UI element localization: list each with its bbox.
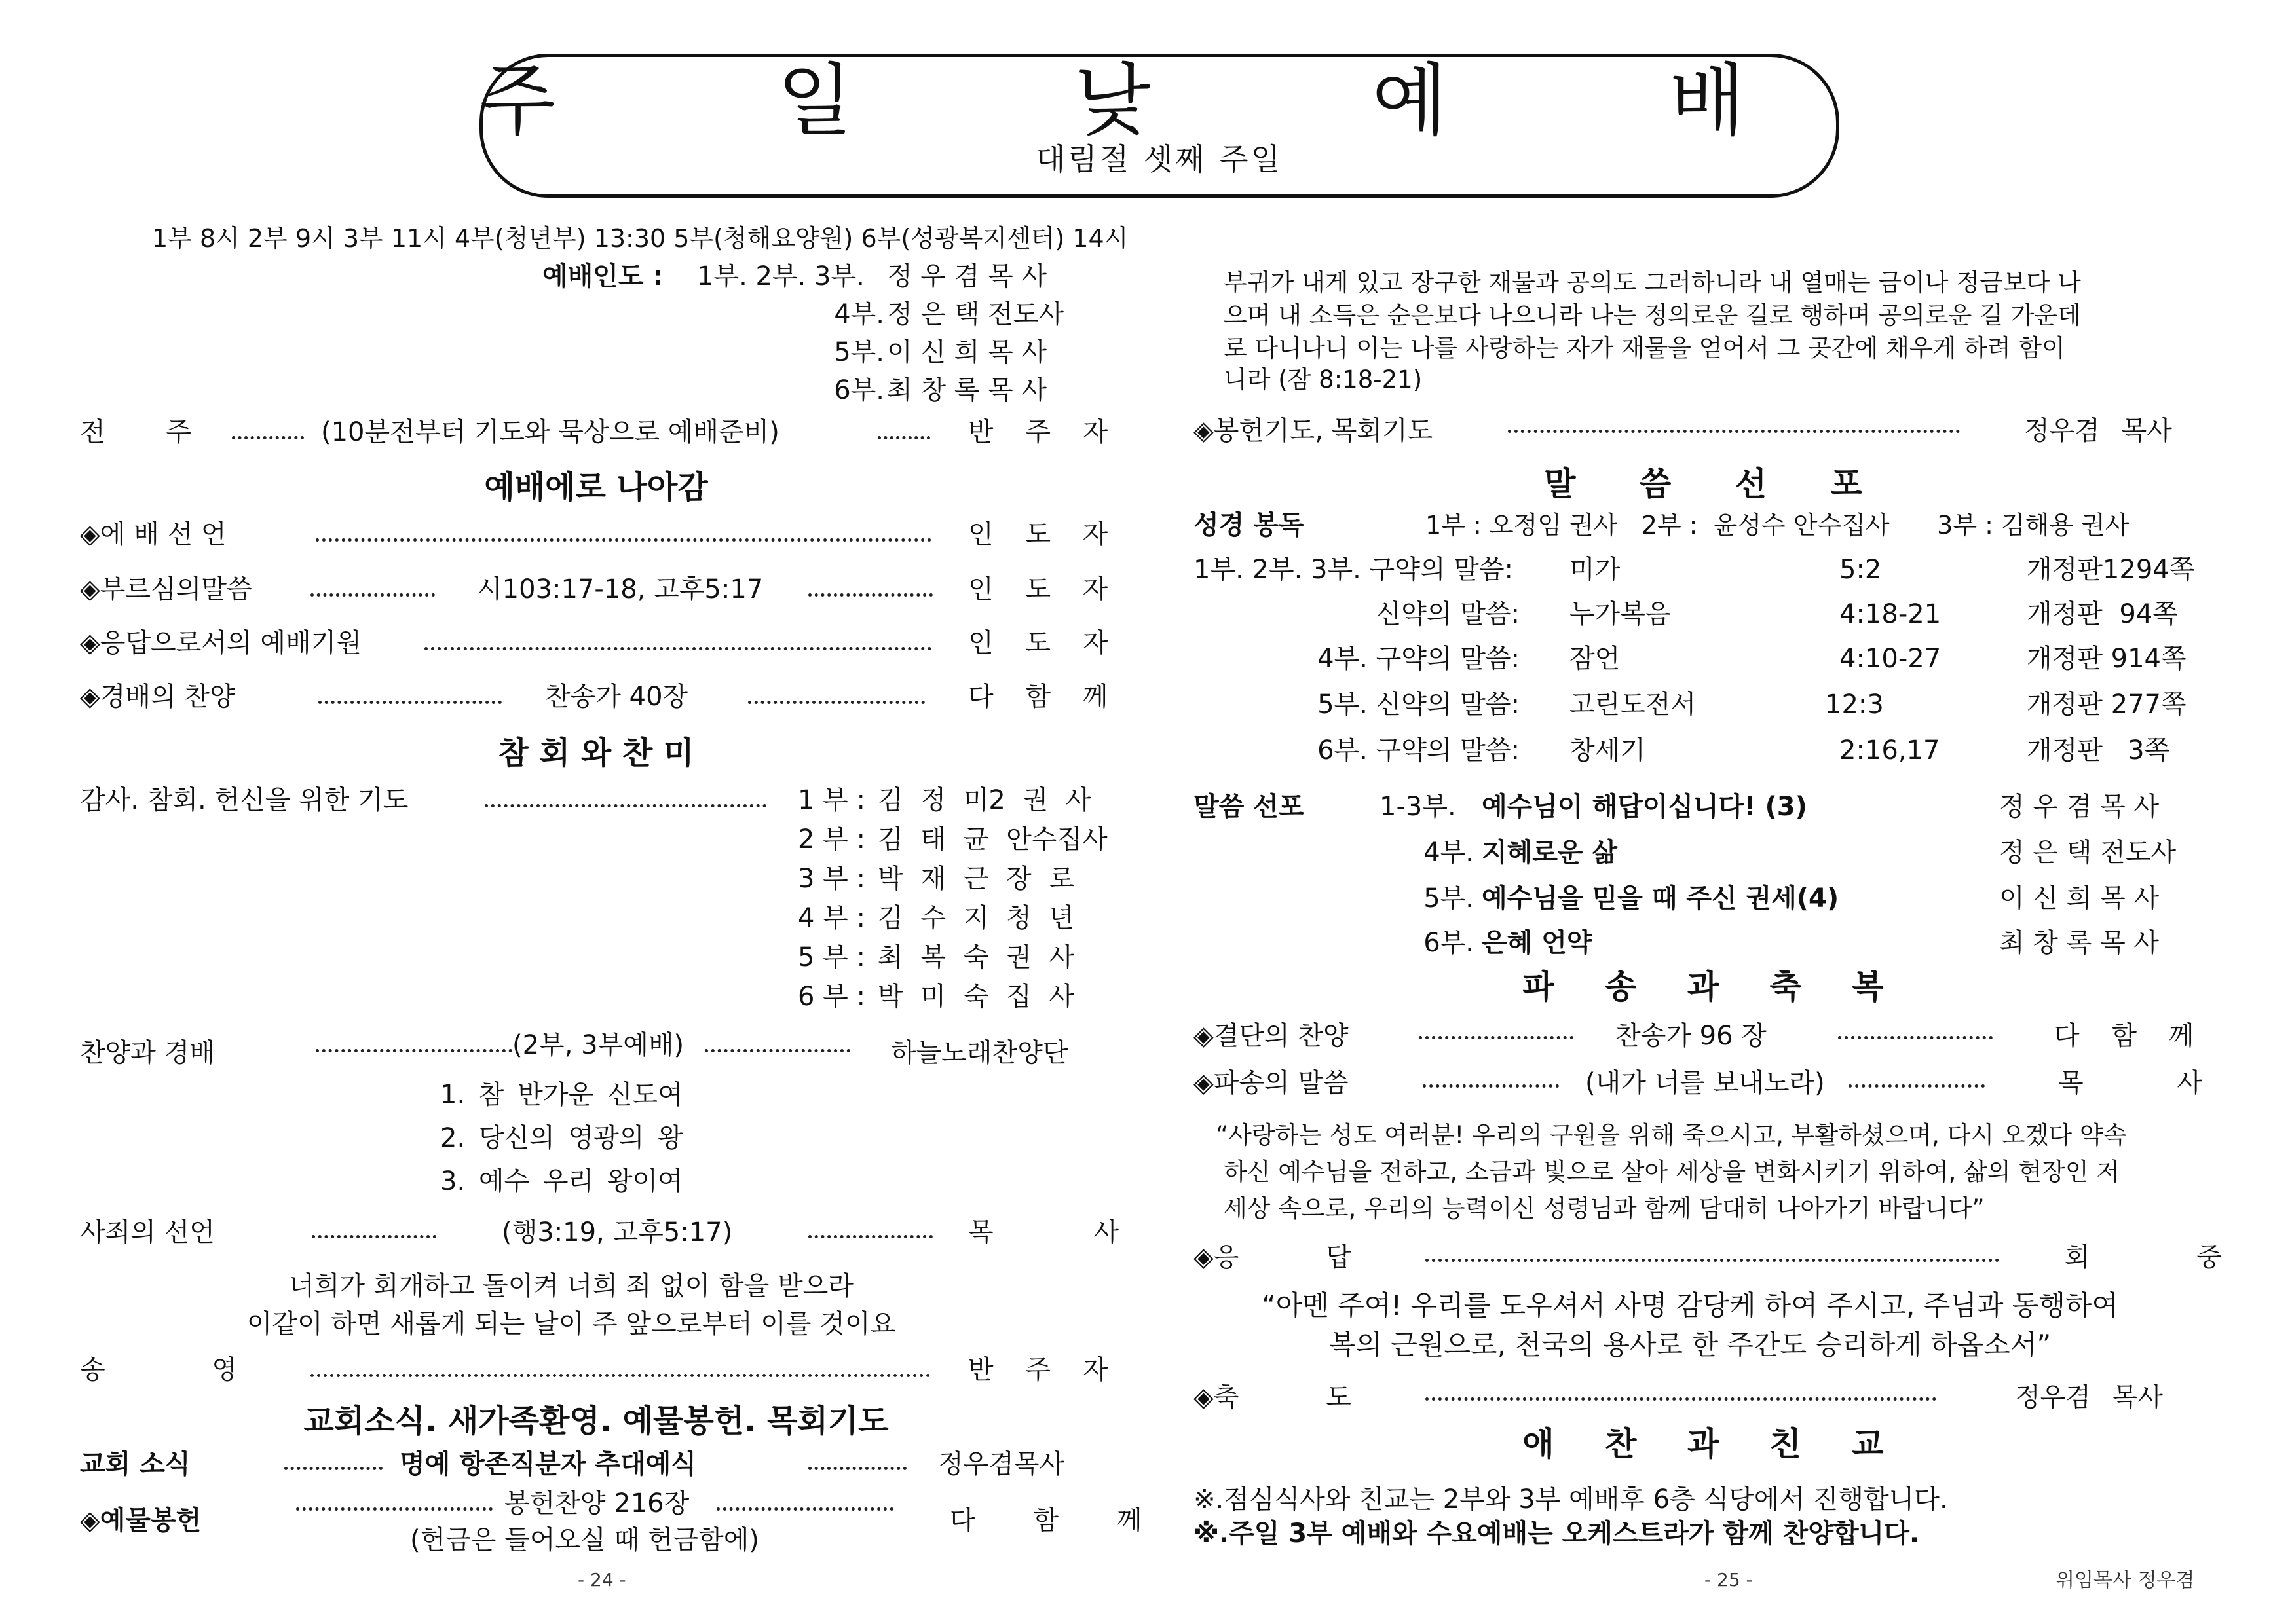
- page-subtitle: 대림절 셋째 주일: [1036, 141, 1283, 177]
- closing-hymn-mid: 찬송가 96 장: [1615, 1021, 1767, 1051]
- absolution-text-2: 이같이 하면 새롭게 되는 날이 주 앞으로부터 이를 것이요: [246, 1309, 896, 1339]
- call-to-worship-who: 인 도 자: [968, 519, 1120, 549]
- sermon-title-1: 예수님이 해답이십니다! (3): [1482, 792, 1807, 822]
- leader-dots: [485, 804, 766, 807]
- leader-part-2: 4부.: [834, 299, 884, 329]
- verse-line-3: 로 다니나니 이는 나를 사랑하는 자가 재물을 얻어서 그 곳간에 채우게 하려 함이: [1224, 334, 2065, 362]
- prayer-name-2: 김 태 균 안수집사: [878, 824, 1108, 855]
- response-who: 회 중: [2065, 1242, 2222, 1272]
- sending-word-who: 목 사: [2058, 1068, 2202, 1098]
- prelude-label: 전 주: [80, 417, 191, 447]
- absolution-who: 목 사: [968, 1217, 1119, 1247]
- note-1: ※.점심식사와 친교는 2부와 3부 예배후 6층 식당에서 진행합니다.: [1193, 1485, 1948, 1515]
- reading-book-2: 누가복음: [1569, 599, 1671, 629]
- prayer-part-2: 2 부 :: [798, 824, 865, 855]
- prayer-part-4: 4 부 :: [798, 903, 865, 933]
- leader-dots: [748, 701, 925, 704]
- leader-dots: [878, 436, 930, 439]
- sermon-part-4: 6부.: [1423, 928, 1474, 958]
- song-3: 3. 예수 우리 왕이여: [440, 1166, 683, 1196]
- reading-part-2: 신약의 말씀:: [1376, 599, 1520, 629]
- reading-page-2: 개정판 94쪽: [2027, 599, 2178, 629]
- sermon-who-3: 이 신 희 목 사: [1999, 883, 2160, 913]
- reading-label: 성경 봉독: [1193, 510, 1304, 540]
- response-label: ◈응 답: [1193, 1242, 1351, 1272]
- leader-dots: [316, 538, 931, 542]
- offering-who: 다 함 께: [950, 1505, 1154, 1536]
- reading-ref-3: 4:10-27: [1839, 644, 1942, 674]
- sending-text-1: “사랑하는 성도 여러분! 우리의 구원을 위해 죽으시고, 부활하셨으며, 다시 오겠다 약속: [1216, 1121, 2127, 1149]
- reading-ref-4: 12:3: [1825, 690, 1884, 720]
- leader-dots: [316, 1049, 512, 1052]
- sermon-who-1: 정 우 겸 목 사: [1999, 792, 2160, 822]
- reading-part-4: 5부. 신약의 말씀:: [1317, 690, 1520, 720]
- prayer-name-3: 박 재 근 장 로: [878, 864, 1075, 894]
- leader-dots: [808, 1467, 907, 1470]
- prayer-name-5: 최 복 숙 권 사: [878, 942, 1075, 972]
- sermon-who-2: 정 은 택 전도사: [1999, 838, 2176, 868]
- page-number-right: - 25 -: [1704, 1569, 1753, 1591]
- offering-note: (헌금은 들어오실 때 헌금함에): [410, 1525, 760, 1555]
- prayer-name-1: 김 정 미2 권 사: [878, 785, 1091, 815]
- response-text-2: 복의 근원으로, 천국의 용사로 한 주간도 승리하게 하옵소서”: [1328, 1329, 2052, 1361]
- reading-book-1: 미가: [1569, 555, 1621, 585]
- reading-part-5: 6부. 구약의 말씀:: [1317, 735, 1520, 766]
- page-number-left: - 24 -: [578, 1569, 626, 1591]
- sermon-title-3: 예수님을 믿을 때 주신 권세(4): [1482, 883, 1839, 913]
- prelude-who: 반 주 자: [968, 417, 1120, 447]
- offering-prayer-label: ◈봉헌기도, 목회기도: [1193, 416, 1433, 446]
- benediction-who: 정우겸 목사: [2015, 1382, 2163, 1412]
- leader-dots: [296, 1507, 493, 1511]
- leader-dots: [318, 701, 502, 704]
- leader-dots: [284, 1467, 383, 1470]
- leader-dots: [1838, 1036, 1993, 1039]
- praise-worship-who: 하늘노래찬양단: [891, 1038, 1068, 1068]
- leader-dots: [312, 1235, 436, 1238]
- service-schedule: 1부 8시 2부 9시 3부 11시 4부(청년부) 13:30 5부(청해요양원) 6부(성광복지센터) 14시: [152, 224, 1129, 253]
- song-2: 2. 당신의 영광의 왕: [440, 1123, 683, 1153]
- offering-label: ◈예물봉헌: [80, 1505, 202, 1536]
- leader-dots: [717, 1507, 893, 1511]
- section-heading-sending: 파 송 과 축 복: [1522, 968, 1884, 1006]
- section-heading-repentance: 참 회 와 찬 미: [498, 735, 694, 771]
- reading-part-1: 1부. 2부. 3부. 구약의 말씀:: [1193, 555, 1513, 585]
- sending-text-3: 세상 속으로, 우리의 능력이신 성령님과 함께 담대히 나아가기 바랍니다”: [1224, 1194, 1985, 1223]
- calling-word-label: ◈부르심의말씀: [80, 574, 252, 604]
- worship-leader-label: 예배인도 :: [542, 261, 664, 291]
- prayer-label: 감사. 참회. 헌신을 위한 기도: [80, 785, 409, 815]
- praise-worship-mid: (2부, 3부예배): [512, 1030, 685, 1060]
- response-text-1: “아멘 주여! 우리를 도우셔서 사명 감당케 하여 주시고, 주님과 동행하여: [1261, 1289, 2119, 1321]
- sending-word-mid: (내가 너를 보내노라): [1585, 1068, 1825, 1098]
- prelude-desc: (10분전부터 기도와 묵상으로 예배준비): [321, 417, 779, 447]
- sermon-title-2: 지혜로운 삶: [1482, 838, 1618, 868]
- news-event: 명예 항존직분자 추대예식: [400, 1449, 696, 1479]
- leader-dots: [424, 647, 931, 650]
- invocation-label: ◈응답으로서의 예배기원: [80, 628, 362, 658]
- calling-word-who: 인 도 자: [968, 574, 1120, 604]
- reading-book-4: 고린도전서: [1569, 690, 1697, 720]
- reading-book-5: 창세기: [1569, 735, 1645, 766]
- sermon-title-4: 은혜 언약: [1482, 928, 1592, 958]
- reading-page-5: 개정판 3쪽: [2027, 735, 2170, 766]
- leader-dots: [232, 436, 304, 439]
- prayer-name-6: 박 미 숙 집 사: [878, 982, 1075, 1012]
- reading-page-4: 개정판 277쪽: [2027, 690, 2187, 720]
- section-heading-approach: 예배에로 나아감: [484, 469, 708, 506]
- reading-ref-2: 4:18-21: [1839, 599, 1942, 629]
- praise-worship-label: 찬양과 경배: [80, 1038, 215, 1068]
- sermon-part-1: 1-3부.: [1380, 792, 1456, 822]
- page-title: 주 일 낮 예 배: [479, 56, 1844, 147]
- absolution-text-1: 너희가 회개하고 돌이켜 너희 죄 없이 함을 받으라: [289, 1271, 854, 1301]
- section-heading-fellowship: 애 찬 과 친 교: [1522, 1425, 1884, 1463]
- absolution-ref: (행3:19, 고후5:17): [502, 1217, 733, 1247]
- sermon-part-3: 5부.: [1423, 883, 1474, 913]
- leader-dots: [705, 1049, 850, 1052]
- reading-part-3: 4부. 구약의 말씀:: [1317, 644, 1520, 674]
- prayer-part-3: 3 부 :: [798, 864, 865, 894]
- section-heading-word: 말 씀 선 포: [1544, 465, 1862, 503]
- song-1: 1. 참 반가운 신도여: [440, 1080, 683, 1110]
- doxology-label: 송 영: [80, 1355, 237, 1385]
- reading-book-3: 잠언: [1569, 644, 1621, 674]
- praise-who: 다 함 께: [968, 682, 1120, 712]
- sermon-label: 말씀 선포: [1193, 792, 1304, 822]
- news-label: 교회 소식: [80, 1449, 191, 1479]
- closing-hymn-label: ◈결단의 찬양: [1193, 1021, 1349, 1051]
- leader-dots: [1508, 430, 1960, 433]
- leader-name-4: 최 창 록 목 사: [887, 375, 1047, 405]
- sending-word-label: ◈파송의 말씀: [1193, 1068, 1349, 1098]
- leader-name-1: 정 우 겸 목 사: [887, 261, 1047, 291]
- leader-dots: [1423, 1084, 1559, 1088]
- offering-prayer-who: 정우겸 목사: [2024, 416, 2172, 446]
- reading-ref-5: 2:16,17: [1839, 735, 1940, 766]
- leader-dots: [1425, 1397, 1936, 1401]
- leader-name-3: 이 신 희 목 사: [887, 337, 1047, 367]
- praise-label: ◈경배의 찬양: [80, 682, 235, 712]
- reading-page-3: 개정판 914쪽: [2027, 644, 2187, 674]
- offering-hymn: 봉헌찬양 216장: [504, 1488, 690, 1519]
- invocation-who: 인 도 자: [968, 628, 1120, 658]
- leader-dots: [310, 1374, 930, 1377]
- footer-pastor: 위임목사 정우겸: [2055, 1569, 2195, 1592]
- prayer-part-6: 6 부 :: [798, 982, 865, 1012]
- leader-dots: [310, 593, 435, 597]
- note-2: ※.주일 3부 예배와 수요예배는 오케스트라가 함께 찬양합니다.: [1193, 1519, 1920, 1549]
- leader-part-4: 6부.: [834, 375, 884, 405]
- praise-hymn: 찬송가 40장: [545, 682, 688, 712]
- leader-name-2: 정 은 택 전도사: [887, 299, 1064, 329]
- leader-part-3: 5부.: [834, 337, 884, 367]
- section-heading-news: 교회소식. 새가족환영. 예물봉헌. 목회기도: [303, 1403, 889, 1439]
- leader-dots: [808, 593, 933, 597]
- prayer-part-1: 1 부 :: [798, 785, 865, 815]
- benediction-label: ◈축 도: [1193, 1382, 1351, 1412]
- news-who: 정우겸목사: [938, 1449, 1065, 1479]
- leader-dots: [1849, 1084, 1985, 1088]
- leader-dots: [808, 1235, 933, 1238]
- prayer-part-5: 5 부 :: [798, 942, 865, 972]
- doxology-who: 반 주 자: [968, 1355, 1120, 1385]
- closing-hymn-who: 다 함 께: [2054, 1021, 2194, 1051]
- call-to-worship-label: ◈에 배 선 언: [80, 519, 227, 549]
- reading-ref-1: 5:2: [1839, 555, 1882, 585]
- verse-line-1: 부귀가 내게 있고 장구한 재물과 공의도 그러하니라 내 열매는 금이나 정금보다 나: [1224, 268, 2081, 297]
- reading-page-1: 개정판1294쪽: [2027, 555, 2195, 585]
- verse-line-2: 으며 내 소득은 순은보다 나으니라 나는 정의로운 길로 행하며 공의로운 길 가운데: [1224, 301, 2081, 329]
- leader-part-1: 1부. 2부. 3부.: [697, 261, 865, 291]
- sermon-part-2: 4부.: [1423, 838, 1474, 868]
- verse-line-4: 니라 (잠 8:18-21): [1224, 365, 1423, 394]
- prayer-name-4: 김 수 지 청 년: [878, 903, 1075, 933]
- leader-dots: [1419, 1036, 1573, 1039]
- sending-text-2: 하신 예수님을 전하고, 소금과 빛으로 살아 세상을 변화시키기 위하여, 삶의 현장인 저: [1224, 1158, 2120, 1186]
- sermon-who-4: 최 창 록 목 사: [1999, 928, 2160, 958]
- readers: 1부 : 오정임 권사 2부 : 윤성수 안수집사 3부 : 김해용 권사: [1425, 511, 2130, 540]
- absolution-label: 사죄의 선언: [80, 1217, 215, 1247]
- calling-word-ref: 시103:17-18, 고후5:17: [477, 574, 764, 604]
- leader-dots: [1425, 1259, 1999, 1262]
